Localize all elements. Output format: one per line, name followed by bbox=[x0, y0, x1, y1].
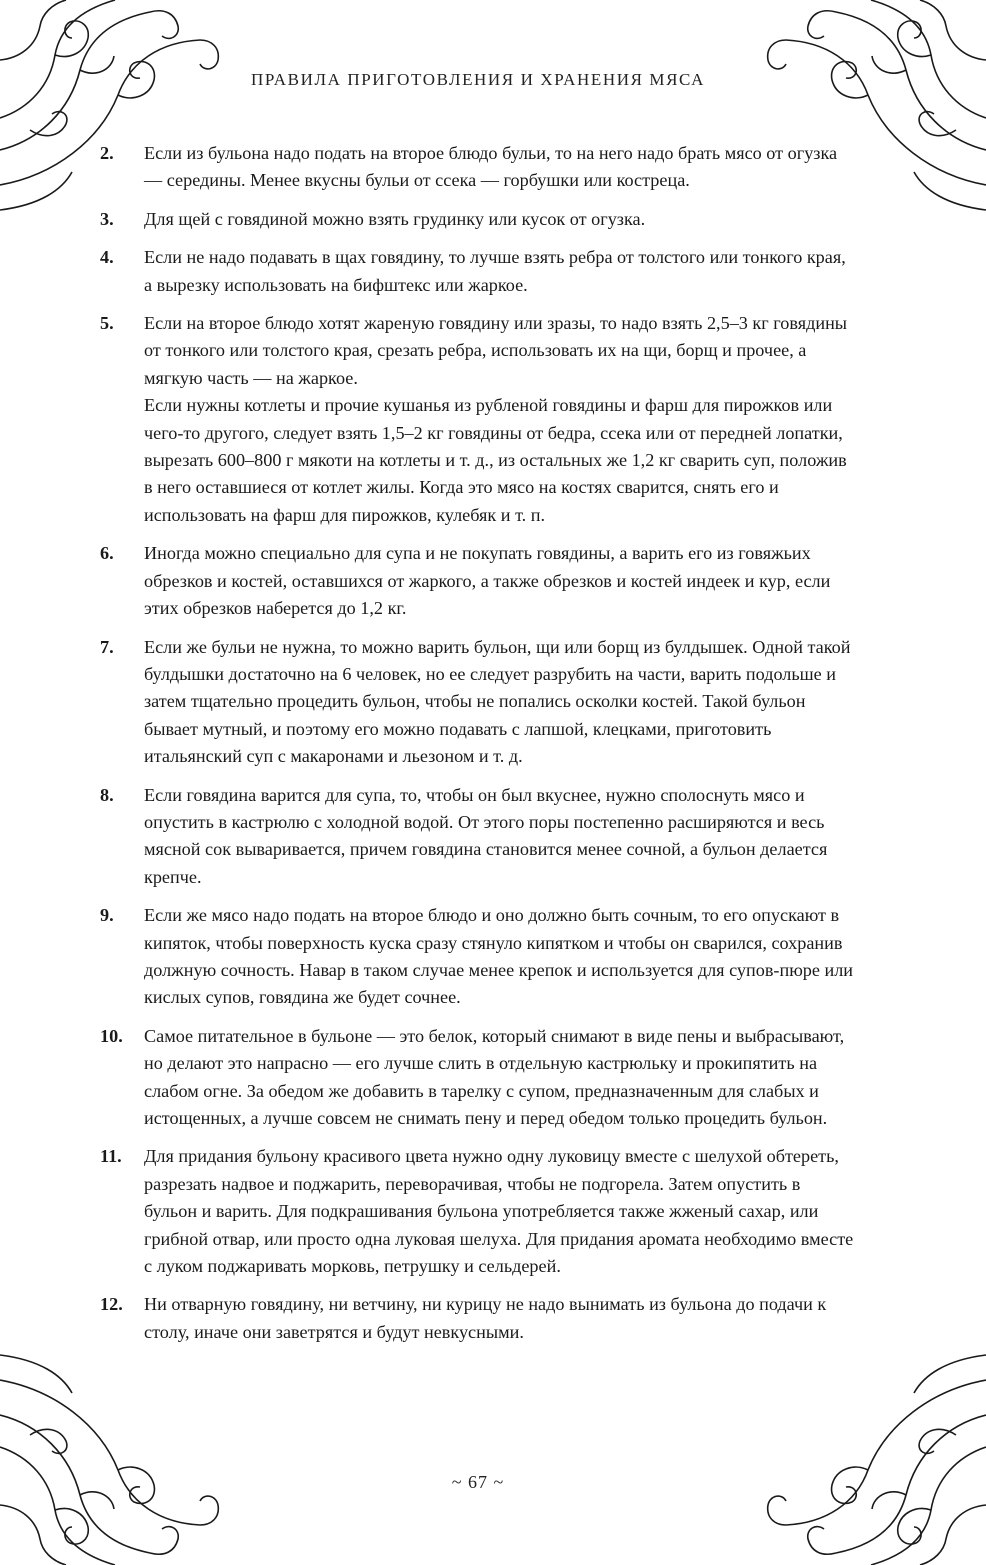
item-body bbox=[144, 244, 855, 299]
item-paragraph: Для щей с говядиной можно взять грудинку или кусок от огузка. bbox=[144, 208, 646, 229]
item-paragraph: Если же мясо надо подать на второе блюдо и оно должно быть сочным, то его опускают в кипяток, чтобы поверхность куска сразу стянуло кипятком и чтобы он сварился, сохранив должную сочность. Навар в таком случае менее крепок и используется для супов-пюре или кислых супов, говядина же будет сочнее. bbox=[144, 905, 854, 1008]
item-paragraph: Ни отварную говядину, ни ветчину, ни курицу не надо вынимать из бульона до подачи к столу, иначе они заветрятся и будут невкусными. bbox=[144, 1294, 827, 1342]
page-number: ~ 67 ~ bbox=[451, 1472, 505, 1492]
item-paragraph: Если из бульона надо подать на второе блюдо бульи, то на него надо брать мясо от огузка — середины. Менее вкусны бульи от ссека — горбушки или костреца. bbox=[144, 143, 838, 191]
running-head: ПРАВИЛА ПРИГОТОВЛЕНИЯ И ХРАНЕНИЯ МЯСА bbox=[251, 70, 705, 89]
list-item bbox=[100, 782, 855, 892]
item-body bbox=[144, 206, 855, 233]
item-number: 12. bbox=[100, 1294, 123, 1315]
item-body bbox=[144, 140, 855, 195]
list-item bbox=[100, 902, 855, 1012]
item-paragraph: Самое питательное в бульоне — это белок, который снимают в виде пены и выбрасывают, но делают это напрасно — его лучше слить в отдельную кастрюльку и прокипятить на слабом огне. За обедом же добавить в тарелку с супом, предназначенным для слабых и истощенных, а лучше совсем не снимать пену и перед обедом только процедить бульон. bbox=[144, 1025, 845, 1128]
item-number: 7. bbox=[100, 636, 114, 657]
floral-flourish-icon bbox=[0, 1335, 230, 1565]
item-body bbox=[144, 540, 855, 622]
item-number: 9. bbox=[100, 905, 114, 926]
list-item bbox=[100, 244, 855, 299]
item-body bbox=[144, 902, 855, 1012]
item-body bbox=[144, 310, 855, 529]
corner-ornament-bottom-right bbox=[756, 1335, 986, 1565]
item-paragraph: Если же бульи не нужна, то можно варить бульон, щи или борщ из булдышек. Одной такой булдышки достаточно на 6 человек, но ее следует разрубить на части, варить подольше и затем тщательно процедить бульон, чтобы не попались осколки костей. Такой бульон бывает мутный, и поэтому его можно подавать с лапшой, клецками, приготовить итальянский суп с макаронами и льезоном и т. д. bbox=[144, 636, 851, 767]
list-item bbox=[100, 310, 855, 529]
item-paragraph: Иногда можно специально для супа и не покупать говядины, а варить его из говяжьих обрезков и костей, оставшихся от жаркого, а также обрезков и костей индеек и кур, если этих обрезков наберется до 1,2 кг. bbox=[144, 543, 831, 619]
corner-ornament-bottom-left bbox=[0, 1335, 230, 1565]
item-number: 10. bbox=[100, 1025, 123, 1046]
item-body bbox=[144, 782, 855, 892]
item-body bbox=[144, 1143, 855, 1280]
list-item bbox=[100, 1023, 855, 1133]
item-number: 5. bbox=[100, 313, 114, 334]
item-paragraph: Для придания бульону красивого цвета нужно одну луковицу вместе с шелухой обтереть, разрезать надвое и поджарить, переворачивая, чтобы не подгорела. Затем опустить в бульон и варить. Для подкрашивания бульона употребляется также жженый сахар, или грибной отвар, или просто одна луковая шелуха. Для придания аромата необходимо вместе с луком поджаривать морковь, петрушку и сельдерей. bbox=[144, 1146, 854, 1277]
list-item bbox=[100, 540, 855, 622]
list-item bbox=[100, 1143, 855, 1280]
item-number: 8. bbox=[100, 784, 114, 805]
item-body bbox=[144, 634, 855, 771]
item-body bbox=[144, 1291, 855, 1346]
numbered-list bbox=[100, 140, 855, 1357]
item-paragraph: Если говядина варится для супа, то, чтобы он был вкуснее, нужно сполоснуть мясо и опустить в кастрюлю с холодной водой. От этого поры постепенно расширяются и весь мясной сок вываривается, причем говядина становится менее сочной, а бульон делается крепче. bbox=[144, 784, 828, 887]
item-paragraph: Если нужны котлеты и прочие кушанья из рубленой говядины и фарш для пирожков или чего-то другого, следует взять 1,5–2 кг говядины от бедра, ссека или от передней лопатки, вырезать 600–800 г мякоти на котлеты и т. д., из остальных же 1,2 кг сварить суп, положив в него оставшиеся от котлет жилы. Когда это мясо на костях сварится, снять его и использовать на фарш для пирожков, кулебяк и т. п. bbox=[144, 395, 847, 525]
item-paragraph: Если на второе блюдо хотят жареную говядину или зразы, то надо взять 2,5–3 кг говядины от тонкого или толстого края, срезать ребра, использовать их на щи, борщ и прочее, а мягкую часть — на жаркое. bbox=[144, 313, 848, 388]
item-number: 11. bbox=[100, 1146, 122, 1167]
item-paragraph: Если не надо подавать в щах говядину, то лучше взять ребра от толстого или тонкого края, а вырезку использовать на бифштекс или жаркое. bbox=[144, 247, 846, 295]
list-item bbox=[100, 206, 855, 233]
item-number: 6. bbox=[100, 543, 114, 564]
floral-flourish-icon bbox=[756, 1335, 986, 1565]
item-number: 2. bbox=[100, 143, 114, 163]
list-item bbox=[100, 634, 855, 771]
list-item bbox=[100, 140, 855, 195]
item-number: 3. bbox=[100, 208, 114, 229]
item-number: 4. bbox=[100, 247, 114, 268]
item-body bbox=[144, 1023, 855, 1133]
list-item bbox=[100, 1291, 855, 1346]
